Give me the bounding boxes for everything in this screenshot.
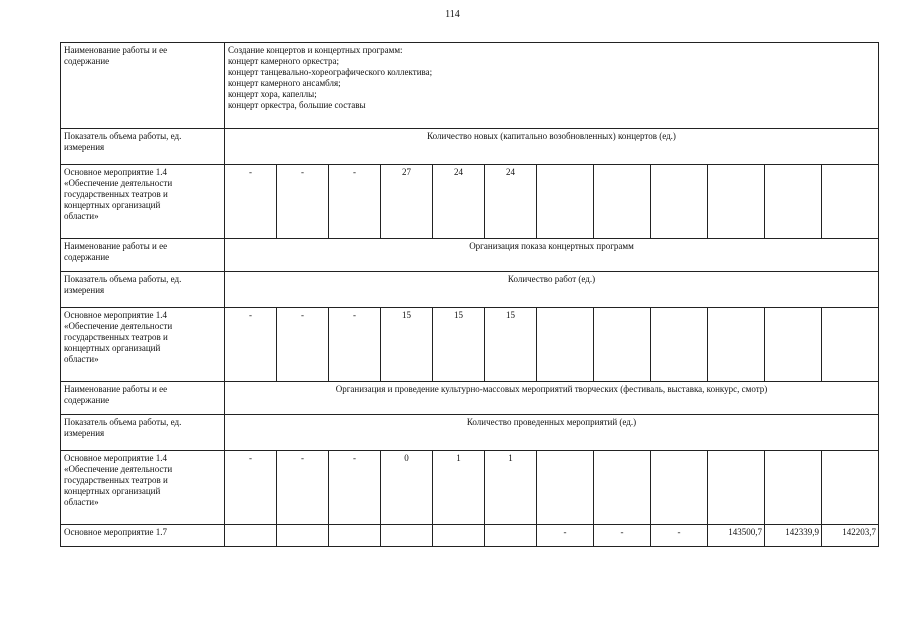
value-cell: 15 (381, 308, 433, 382)
value-cell (651, 308, 708, 382)
indicator-content: Количество новых (капитально возобновленных) концертов (ед.) (225, 129, 879, 165)
measure-label (61, 308, 225, 382)
value-cell (765, 308, 822, 382)
measure-label-line: «Обеспечение деятельности (64, 464, 173, 474)
measure-label-line: Основное мероприятие 1.4 (64, 167, 167, 177)
value-cell (594, 308, 651, 382)
table-row (61, 43, 879, 129)
value-cell: 27 (381, 165, 433, 239)
value-cell (537, 165, 594, 239)
measure-label-line: государственных театров и (64, 475, 168, 485)
work-name-label (61, 239, 225, 272)
work-name-label-line: содержание (64, 56, 110, 66)
work-name-label (61, 43, 225, 129)
value-cell: - (329, 308, 381, 382)
work-content-line: концерт танцевально-хореографического коллектива; (228, 67, 433, 77)
measure-label-line: области» (64, 497, 99, 507)
value-cell (433, 525, 485, 547)
value-cell: 142203,7 (822, 525, 879, 547)
indicator-content: Количество проведенных мероприятий (ед.) (225, 415, 879, 451)
value-cell: - (277, 308, 329, 382)
value-cell: - (225, 451, 277, 525)
indicator-label-line: измерения (64, 428, 105, 438)
value-cell: - (537, 525, 594, 547)
measure-label (61, 165, 225, 239)
value-cell: - (329, 451, 381, 525)
indicator-label (61, 415, 225, 451)
value-cell (765, 165, 822, 239)
value-cell: 0 (381, 451, 433, 525)
value-cell: - (651, 525, 708, 547)
table-row (61, 129, 879, 165)
work-content-line: концерт оркестра, большие составы (228, 100, 366, 110)
indicator-label-line: Показатель объема работы, ед. (64, 417, 182, 427)
value-cell: 143500,7 (708, 525, 765, 547)
value-cell (485, 525, 537, 547)
indicator-label (61, 272, 225, 308)
table-row (61, 165, 879, 239)
work-content-line: концерт хора, капеллы; (228, 89, 317, 99)
indicator-content: Количество работ (ед.) (225, 272, 879, 308)
program-table (60, 42, 879, 547)
measure-17-label: Основное мероприятие 1.7 (61, 525, 225, 547)
work-name-label (61, 382, 225, 415)
measure-label-line: концертных организаций (64, 486, 161, 496)
value-cell (765, 451, 822, 525)
value-cell (225, 525, 277, 547)
work-name-label-line: Наименование работы и ее (64, 384, 168, 394)
measure-label-line: государственных театров и (64, 332, 168, 342)
value-cell (708, 165, 765, 239)
table-row (61, 415, 879, 451)
measure-label-line: «Обеспечение деятельности (64, 178, 173, 188)
measure-label-line: Основное мероприятие 1.4 (64, 310, 167, 320)
value-cell (822, 165, 879, 239)
value-cell: 15 (485, 308, 537, 382)
value-cell: 142339,9 (765, 525, 822, 547)
value-cell: 24 (485, 165, 537, 239)
table-row (61, 308, 879, 382)
measure-label-line: Основное мероприятие 1.4 (64, 453, 167, 463)
value-cell (537, 451, 594, 525)
value-cell (329, 525, 381, 547)
value-cell: 24 (433, 165, 485, 239)
value-cell: - (277, 165, 329, 239)
value-cell (594, 165, 651, 239)
measure-label-line: концертных организаций (64, 343, 161, 353)
value-cell (594, 451, 651, 525)
table-row (61, 525, 879, 547)
work-content: Организация показа концертных программ (225, 239, 879, 272)
table-row (61, 382, 879, 415)
value-cell: 15 (433, 308, 485, 382)
measure-label-line: концертных организаций (64, 200, 161, 210)
work-content: Организация и проведение культурно-массовых мероприятий творческих (фестиваль, выставка, конкурс, смотр) (225, 382, 879, 415)
indicator-label-line: измерения (64, 142, 105, 152)
work-name-label-line: Наименование работы и ее (64, 241, 168, 251)
value-cell: 1 (485, 451, 537, 525)
value-cell (537, 308, 594, 382)
value-cell: 1 (433, 451, 485, 525)
indicator-label-line: измерения (64, 285, 105, 295)
measure-label (61, 451, 225, 525)
value-cell (277, 525, 329, 547)
measure-label-line: «Обеспечение деятельности (64, 321, 173, 331)
value-cell: - (277, 451, 329, 525)
value-cell: - (225, 308, 277, 382)
indicator-label-line: Показатель объема работы, ед. (64, 131, 182, 141)
page-number: 114 (445, 9, 460, 20)
work-content-line: Создание концертов и концертных программ: (228, 45, 403, 55)
value-cell (381, 525, 433, 547)
measure-label-line: области» (64, 354, 99, 364)
work-name-label-line: Наименование работы и ее (64, 45, 168, 55)
value-cell: - (329, 165, 381, 239)
value-cell: - (594, 525, 651, 547)
work-content (225, 43, 879, 129)
indicator-label-line: Показатель объема работы, ед. (64, 274, 182, 284)
value-cell (822, 451, 879, 525)
work-name-label-line: содержание (64, 252, 110, 262)
measure-label-line: области» (64, 211, 99, 221)
value-cell (708, 308, 765, 382)
value-cell (822, 308, 879, 382)
value-cell (651, 165, 708, 239)
work-content-line: концерт камерного оркестра; (228, 56, 339, 66)
value-cell (708, 451, 765, 525)
indicator-label (61, 129, 225, 165)
work-content-line: концерт камерного ансамбля; (228, 78, 341, 88)
measure-label-line: государственных театров и (64, 189, 168, 199)
value-cell (651, 451, 708, 525)
work-name-label-line: содержание (64, 395, 110, 405)
table-row (61, 239, 879, 272)
value-cell: - (225, 165, 277, 239)
table-row (61, 272, 879, 308)
table-row (61, 451, 879, 525)
